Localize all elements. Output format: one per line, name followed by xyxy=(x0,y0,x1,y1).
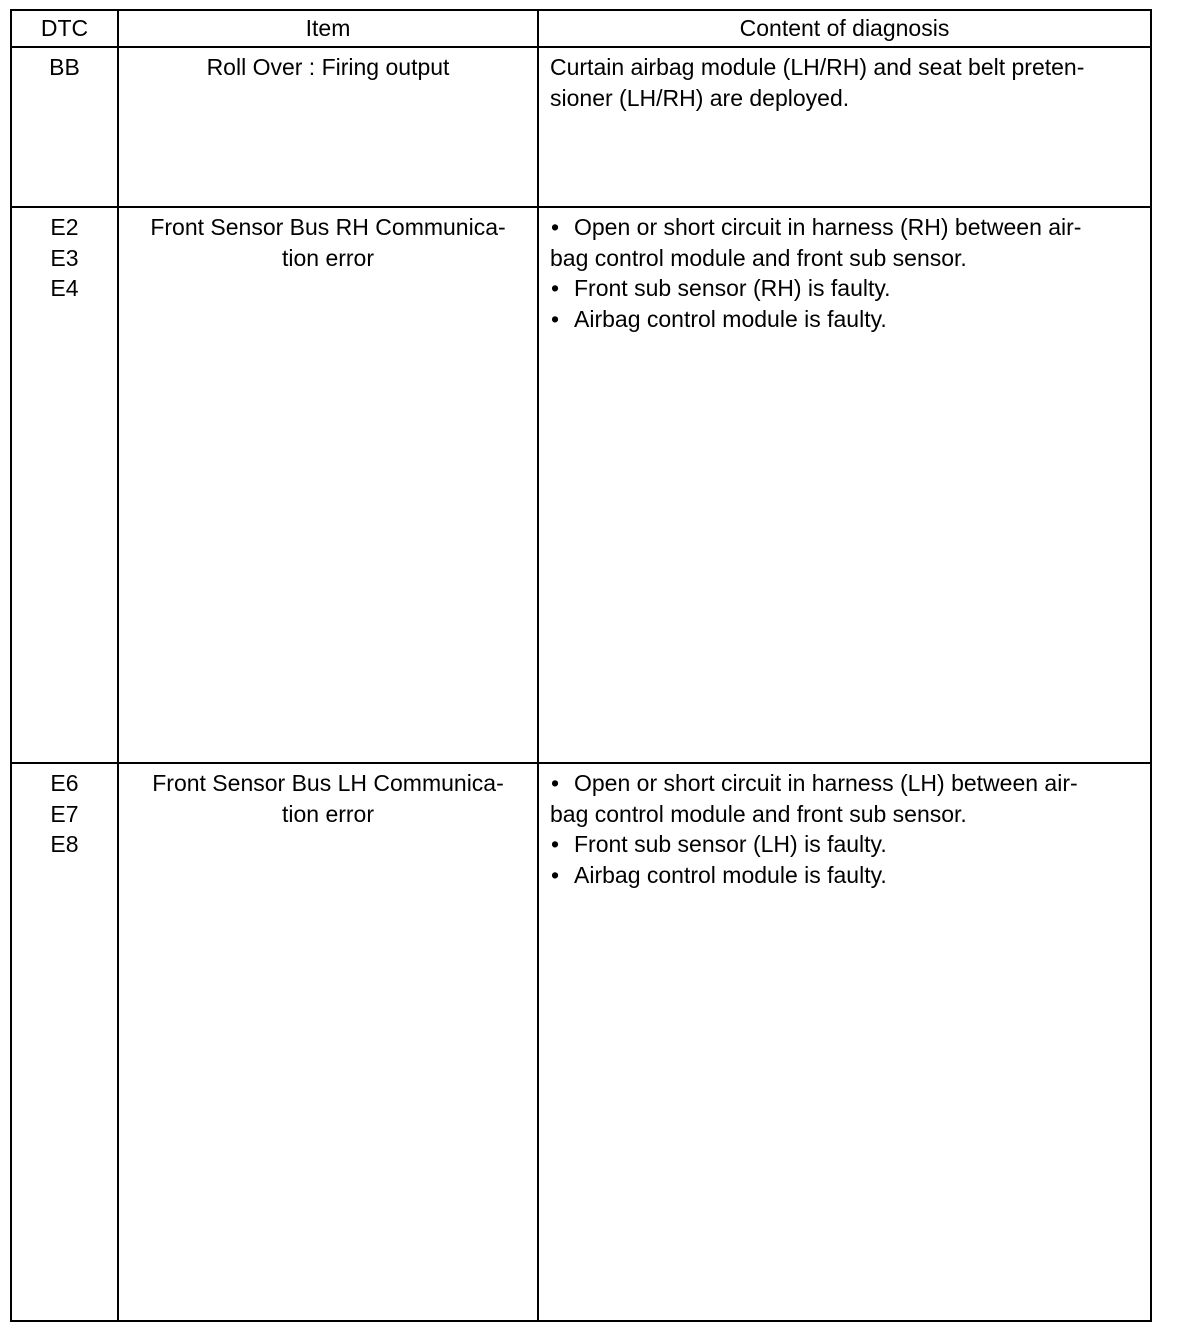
content-cell xyxy=(538,47,1151,207)
bullet-text: Front sub sensor (LH) is faulty. xyxy=(574,831,887,857)
list-item xyxy=(550,768,1136,829)
dtc-code: E7 xyxy=(50,800,79,827)
list-item xyxy=(550,829,1136,860)
item-text: Roll Over : Firing output xyxy=(206,54,450,80)
bullet-icon: • xyxy=(551,861,560,888)
dtc-code: E4 xyxy=(50,275,79,301)
table-header-row xyxy=(11,10,1151,47)
dtc-code: E2 xyxy=(50,214,79,240)
bullet-text: Open or short circuit in harness (RH) between air- xyxy=(574,214,1082,240)
list-item xyxy=(550,304,1136,335)
list-item xyxy=(550,212,1136,273)
bullet-list xyxy=(550,212,1136,334)
bullet-icon: • xyxy=(551,214,560,240)
item-cell xyxy=(118,207,538,763)
dtc-cell xyxy=(11,207,118,763)
bullet-text-continued: bag control module and front sub sensor. xyxy=(550,800,967,827)
bullet-text: Airbag control module is faulty. xyxy=(574,861,887,888)
dtc-cell xyxy=(11,763,118,1321)
item-text: tion error xyxy=(281,244,375,271)
bullet-text: Airbag control module is faulty. xyxy=(574,305,887,332)
header-item: Item xyxy=(118,10,538,47)
bullet-icon: • xyxy=(551,770,560,796)
bullet-text-continued: bag control module and front sub sensor. xyxy=(550,244,967,271)
table-row xyxy=(11,763,1151,1321)
bullet-text: Open or short circuit in harness (LH) between air- xyxy=(574,770,1078,796)
dtc-code: E3 xyxy=(50,244,79,271)
content-cell xyxy=(538,763,1151,1321)
bullet-list xyxy=(550,768,1136,890)
bullet-icon: • xyxy=(551,831,560,857)
header-dtc: DTC xyxy=(11,10,118,47)
bullet-icon: • xyxy=(551,275,560,301)
list-item xyxy=(550,273,1136,304)
header-content: Content of diagnosis xyxy=(538,10,1151,47)
item-cell xyxy=(118,763,538,1321)
content-text: sioner (LH/RH) are deployed. xyxy=(550,84,850,111)
bullet-icon: • xyxy=(551,305,560,332)
dtc-code: E8 xyxy=(50,831,79,857)
dtc-code: BB xyxy=(49,54,80,80)
bullet-text: Front sub sensor (RH) is faulty. xyxy=(574,275,891,301)
list-item xyxy=(550,860,1136,891)
dtc-code: E6 xyxy=(50,770,79,796)
item-text: tion error xyxy=(281,800,375,827)
dtc-cell xyxy=(11,47,118,207)
content-cell xyxy=(538,207,1151,763)
content-text: Curtain airbag module (LH/RH) and seat belt preten- xyxy=(550,54,1085,80)
diagnosis-table xyxy=(10,9,1152,1322)
item-text: Front Sensor Bus RH Communica- xyxy=(150,214,506,240)
table-row xyxy=(11,47,1151,207)
item-cell xyxy=(118,47,538,207)
item-text: Front Sensor Bus LH Communica- xyxy=(152,770,504,796)
table-row xyxy=(11,207,1151,763)
